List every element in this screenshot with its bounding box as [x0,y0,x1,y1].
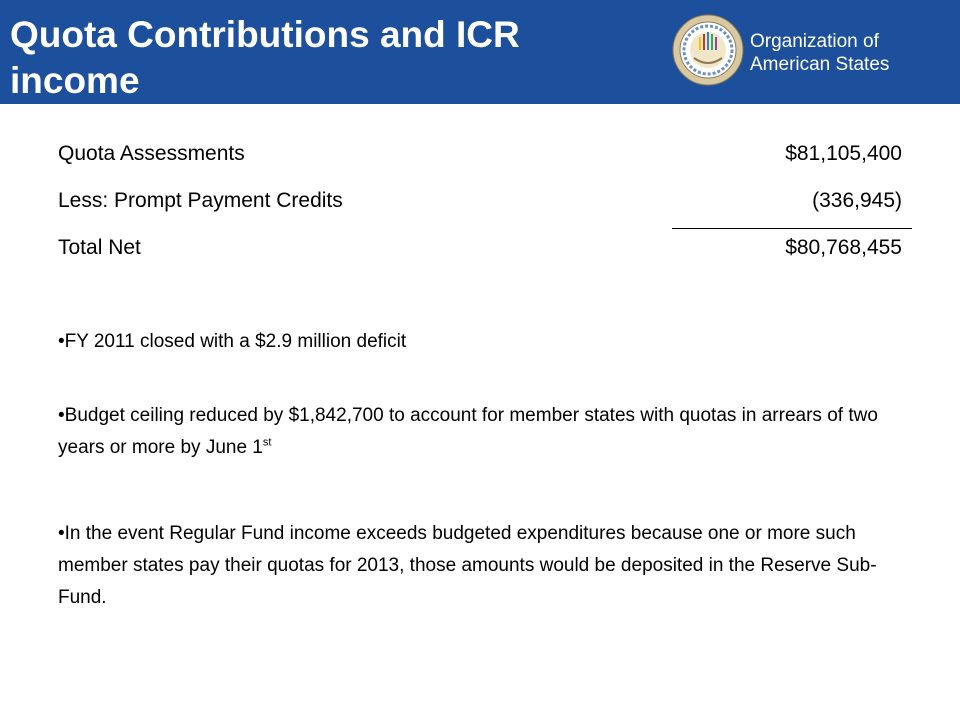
oas-seal-icon [672,14,744,86]
bullet-text: •FY 2011 closed with a $2.9 million deficit [58,331,407,352]
slide-title-line-2: income [10,60,140,101]
header-bar [0,0,960,104]
bullet-text: •Budget ceiling reduced by $1,842,700 to account for member states with quotas in arrears of two years or more by June 1 [58,405,878,458]
row-label: Total Net [58,236,141,259]
bullet-item [58,518,908,614]
organization-name-line-2: American States [750,54,890,75]
row-label: Quota Assessments [58,142,245,165]
row-label: Less: Prompt Payment Credits [58,189,343,212]
bullet-item [58,400,908,464]
table-row [58,185,912,232]
row-value: $81,105,400 [785,142,902,165]
slide-title-line-1: Quota Contributions and ICR [10,14,520,55]
slide-title [10,12,570,104]
organization-name [750,30,889,76]
row-value: $80,768,455 [785,236,902,259]
quota-table [58,138,912,279]
organization-name-line-1: Organization of [750,31,879,52]
total-divider [672,228,912,229]
table-row [58,138,912,185]
row-value: (336,945) [812,189,902,212]
bullet-item [58,326,908,358]
table-row [58,232,912,279]
bullet-superscript: st [262,436,272,449]
bullet-text: •In the event Regular Fund income exceeds budgeted expenditures because one or more such member states pay their quotas for 2013, those amounts would be deposited in the Reserve Sub-Fund. [58,523,877,608]
